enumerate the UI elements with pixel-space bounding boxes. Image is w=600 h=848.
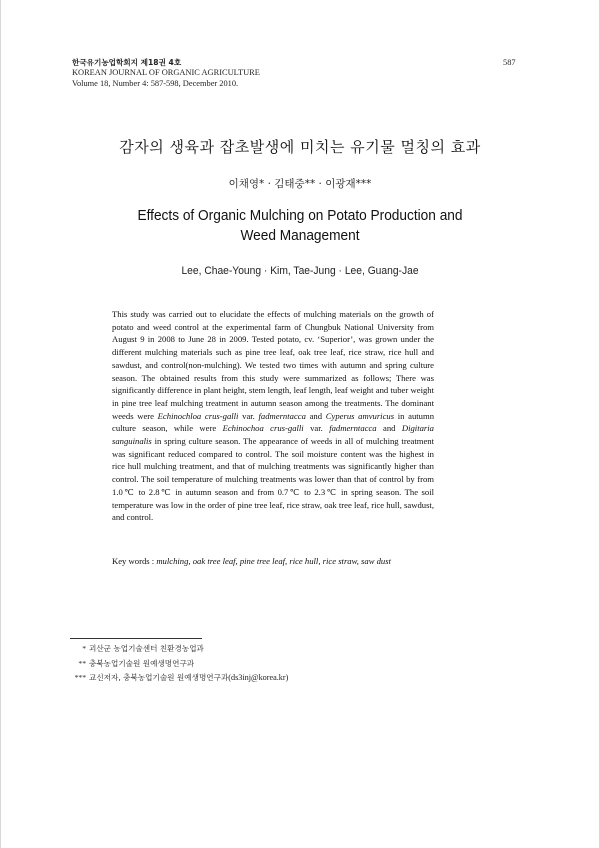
abstract-text: var. (238, 410, 259, 421)
keywords-label: Key words : (112, 556, 157, 566)
authors-english: Lee, Chae-Young · Kim, Tae-Jung · Lee, Guang-Jae (181, 265, 419, 277)
footnote-text: 괴산군 농업기술센터 친환경농업과 (89, 644, 204, 653)
journal-title-english: KOREAN JOURNAL OF ORGANIC AGRICULTURE (72, 68, 260, 78)
journal-header (72, 58, 260, 89)
abstract (112, 308, 434, 524)
abstract-text: in spring culture season. The appearance of weeds in all of mulching treatment was significant reduced compared to control. The soil moisture content was the highest in rice hull mulching treatment, and that of mulching treatments was significantly higher than control. The soil temperature of mulching treatments was lower than that of control by from 1.0℃ to 2.8℃ in autumn season and from 0.7℃ to 2.3℃ in spring season. The soil temperature was low in the order of pine tree leaf, rice straw, oak tree leaf, rice hull, sawdust, and control. (112, 436, 434, 523)
abstract-text: var. (303, 423, 330, 434)
page-number: 587 (503, 58, 516, 67)
title-line-2: Weed Management (240, 228, 360, 244)
footnote-divider (70, 638, 202, 639)
paper-title-english (15, 206, 585, 246)
species-name: fadmerntacca (258, 410, 306, 421)
footnote-mark: ** (78, 658, 86, 668)
abstract-text: in autumn culture season, while were (112, 410, 435, 434)
footnote-text: 충북농업기술원 원예생명연구과 (89, 658, 195, 668)
paper-title-korean: 감자의 생육과 잡초발생에 미치는 유기물 멀칭의 효과 (119, 138, 481, 156)
footnote-mark: *** (74, 673, 86, 683)
footnote-corresponding-author (70, 671, 288, 686)
abstract-text: and (305, 410, 326, 421)
title-line-1: Effects of Organic Mulching on Potato Production and (137, 208, 463, 224)
footnotes (70, 642, 288, 686)
abstract-text: This study was carried out to elucidate the effects of mulching materials on the growth of potato and weed control at the experimental farm of Chungbuk National University from August 9 in 2008 to June 28 in 2009. Tested potato, cv. ‘Superior’, was grown under the different mulching materials such as pine tree leaf, oak tree leaf, rice straw, rice hull and sawdust, and control(non-mulching). We tested two times with autumn and spring culture season. The obtained results from this study were summarized as follows; There was significantly difference in plant height, stem length, leaf length, leaf weight and tuber weight in pine tree leaf mulching treatment in autumn season among the treatments. The dominant weeds were (112, 309, 434, 421)
footnote-affiliation-2 (70, 657, 288, 672)
footnote-mark: * (82, 644, 86, 653)
author-email: (ds3inj@korea.kr) (228, 673, 289, 683)
species-name: Digitaria sanguinalis (112, 423, 434, 447)
footnote-text: 교신저자, 충북농업기술원 원예생명연구과 (89, 673, 229, 683)
species-name: Echinochoa crus-galli (222, 423, 304, 434)
species-name: Cyperus amvuricus (325, 410, 395, 421)
species-name: Echinochloa crus-galli (157, 410, 239, 421)
abstract-paragraph (112, 308, 434, 524)
abstract-text: and (376, 423, 402, 434)
footnote-affiliation-1 (70, 642, 288, 657)
keywords (112, 556, 442, 566)
keywords-terms: mulching, oak tree leaf, pine tree leaf, rice hull, rice straw, saw dust (156, 556, 391, 566)
journal-title-korean: 한국유기농업학회지 제18권 4호 (72, 58, 182, 67)
volume-info: Volume 18, Number 4: 587-598, December 2010. (72, 78, 239, 88)
authors-korean: 이채영* · 김태중** · 이광재*** (228, 178, 372, 190)
species-name: fadmerntacca (329, 423, 377, 434)
